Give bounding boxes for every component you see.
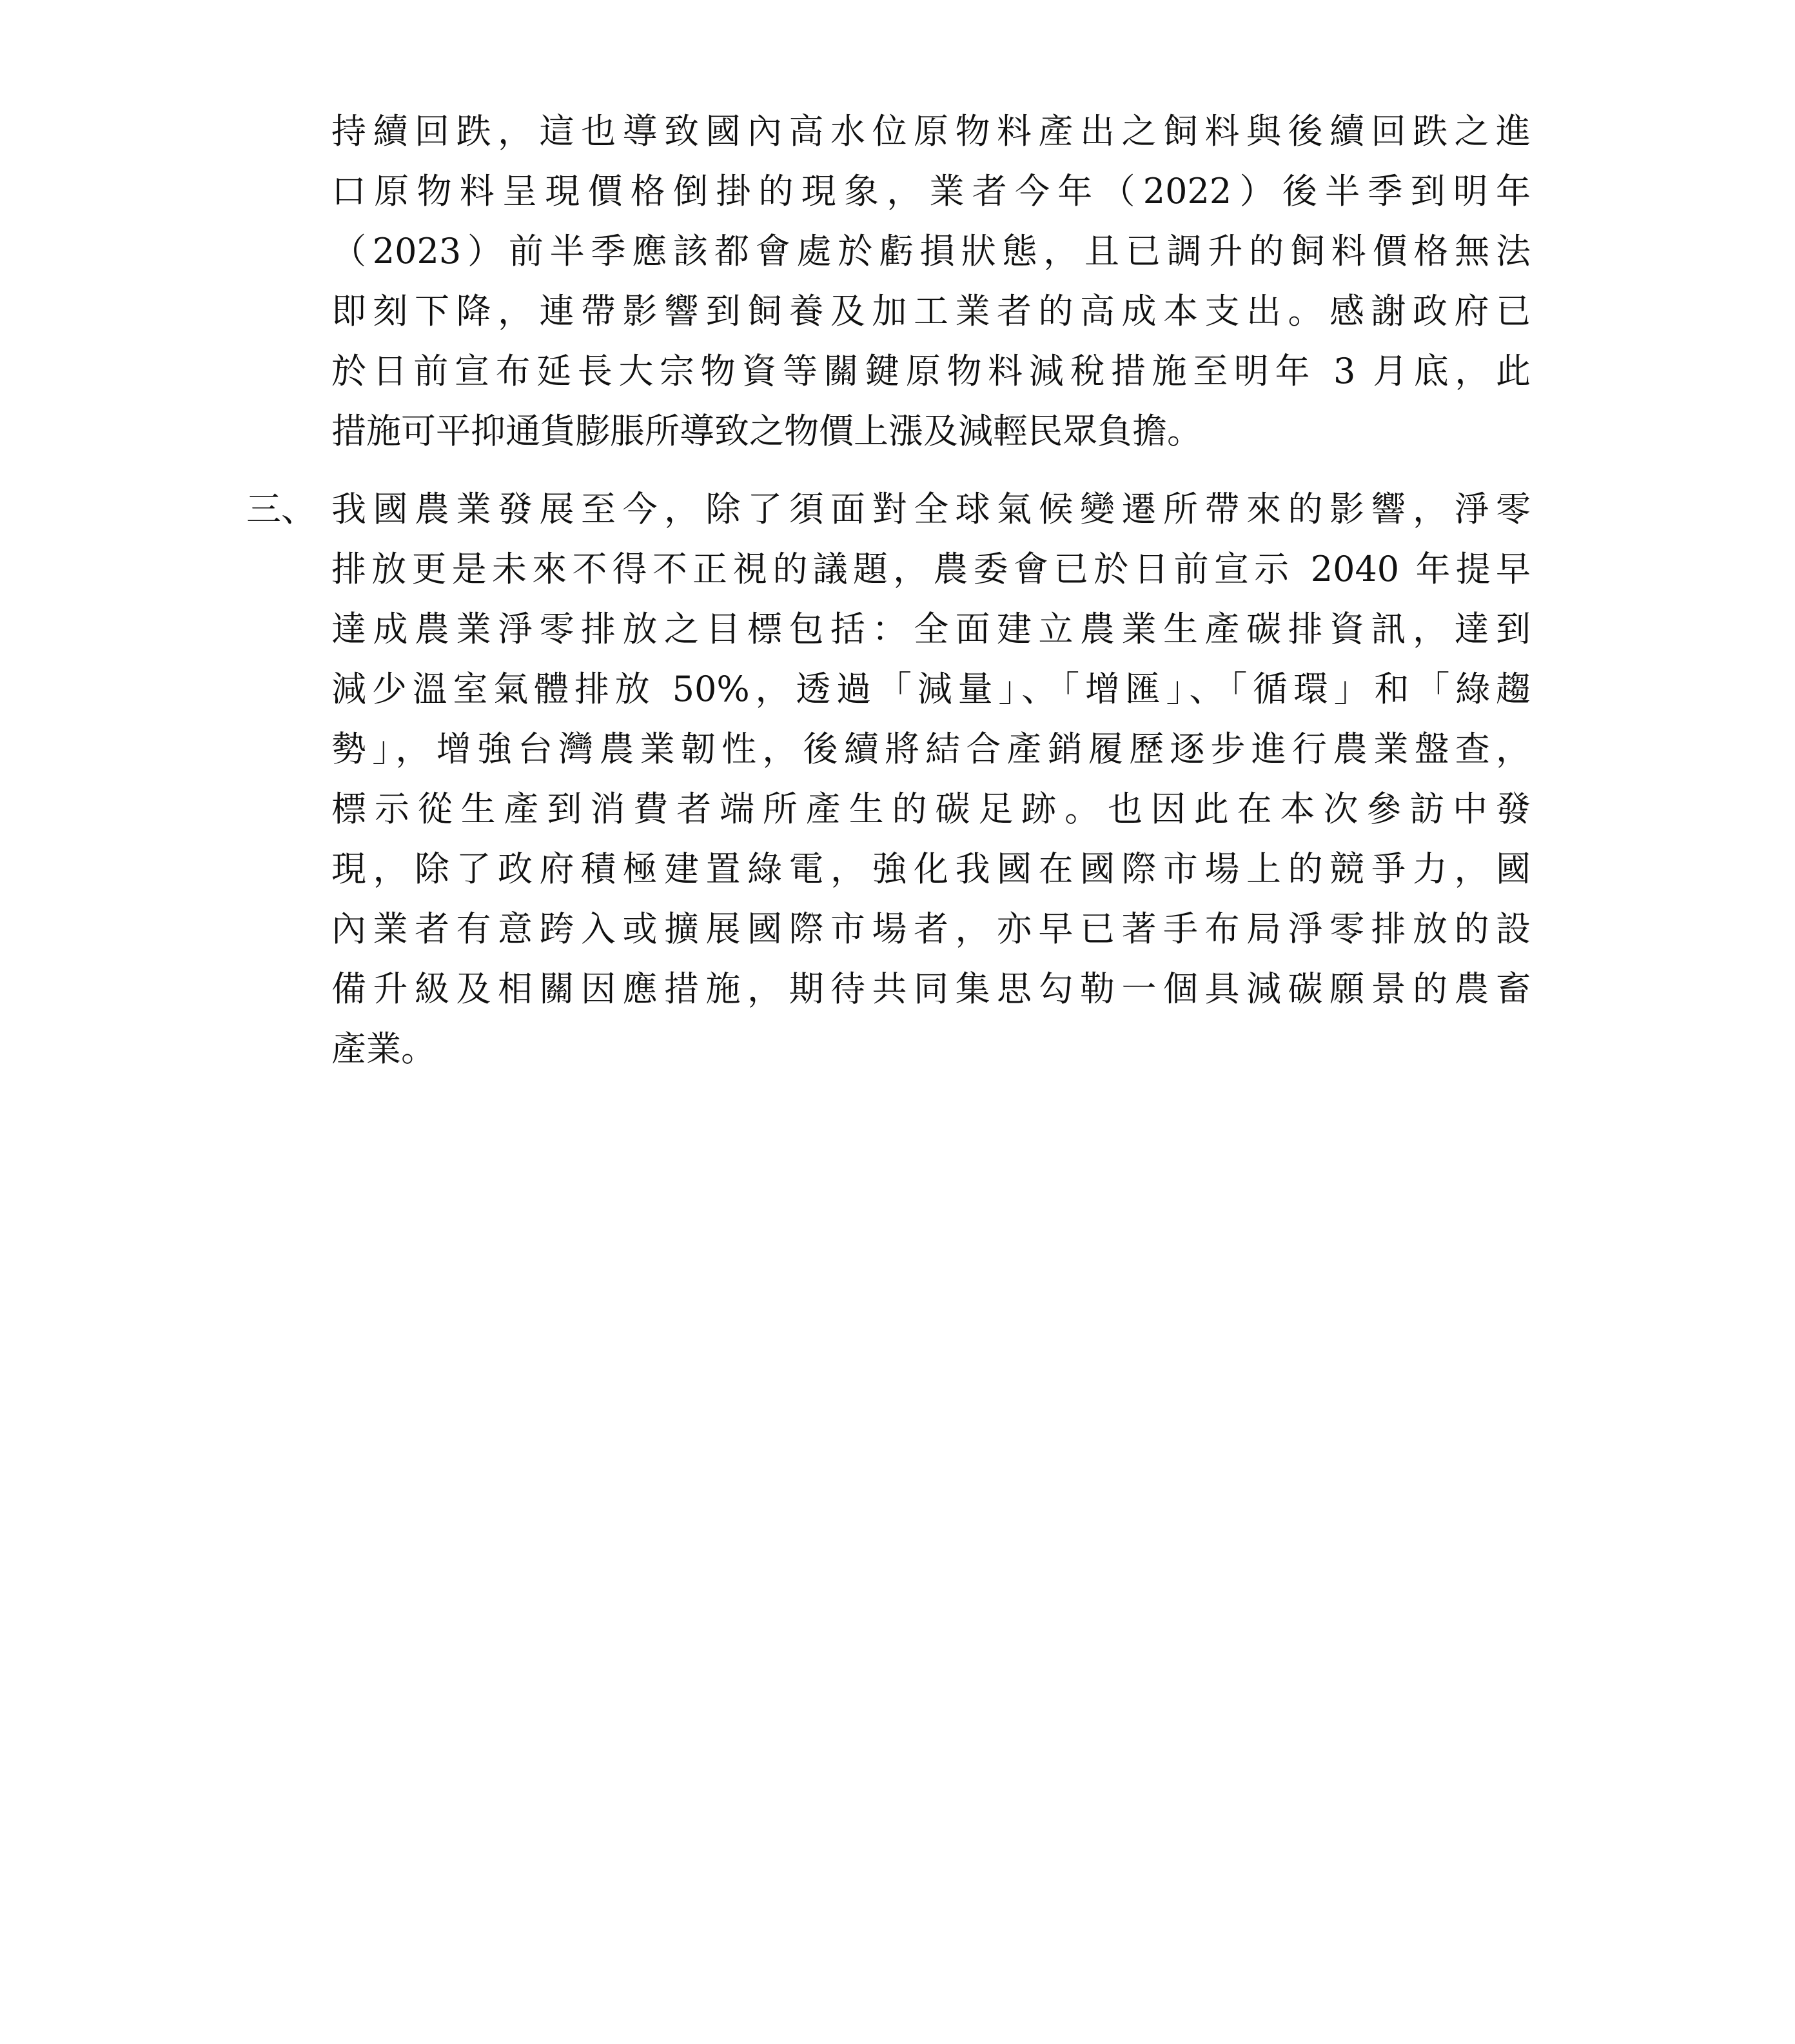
paragraph-line: 即刻下降，連帶影響到飼養及加工業者的高成本支出。感謝政府已 — [331, 291, 1531, 331]
continued-paragraph — [331, 101, 1531, 461]
paragraph-line: （2023）前半季應該都會處於虧損狀態，且已調升的飼料價格無法 — [331, 231, 1531, 271]
paragraph-line: 措施可平抑通貨膨脹所導致之物價上漲及減輕民眾負擔。 — [331, 411, 1202, 451]
paragraph-line: 口原物料呈現價格倒掛的現象，業者今年（2022）後半季到明年 — [331, 171, 1531, 211]
paragraph-line: 減少溫室氣體排放 50%，透過「減量」、「增匯」、「循環」和「綠趨 — [331, 669, 1531, 709]
paragraph-line: 現，除了政府積極建置綠電，強化我國在國際市場上的競爭力，國 — [331, 849, 1531, 889]
paragraph-line: 我國農業發展至今，除了須面對全球氣候變遷所帶來的影響，淨零 — [331, 489, 1531, 529]
paragraph-line: 於日前宣布延長大宗物資等關鍵原物料減稅措施至明年 3 月底，此 — [331, 351, 1531, 391]
paragraph-line: 持續回跌，這也導致國內高水位原物料產出之飼料與後續回跌之進 — [331, 111, 1531, 152]
paragraph-line: 備升級及相關因應措施，期待共同集思勾勒一個具減碳願景的農畜 — [331, 968, 1531, 1009]
paragraph-line: 勢」，增強台灣農業韌性，後續將結合產銷履歷逐步進行農業盤查， — [331, 729, 1531, 769]
paragraph-line: 產業。 — [331, 1028, 436, 1069]
paragraph-line: 內業者有意跨入或擴展國際市場者，亦早已著手布局淨零排放的設 — [331, 909, 1531, 949]
paragraph-line: 排放更是未來不得不正視的議題，農委會已於日前宣示 2040 年提早 — [331, 549, 1531, 589]
paragraph-line: 達成農業淨零排放之目標包括：全面建立農業生產碳排資訊，達到 — [331, 609, 1531, 649]
paragraph-line: 標示從生產到消費者端所產生的碳足跡。也因此在本次參訪中發 — [331, 789, 1531, 829]
section-three-paragraph — [331, 479, 1531, 1079]
section-three-marker: 三、 — [246, 489, 316, 529]
